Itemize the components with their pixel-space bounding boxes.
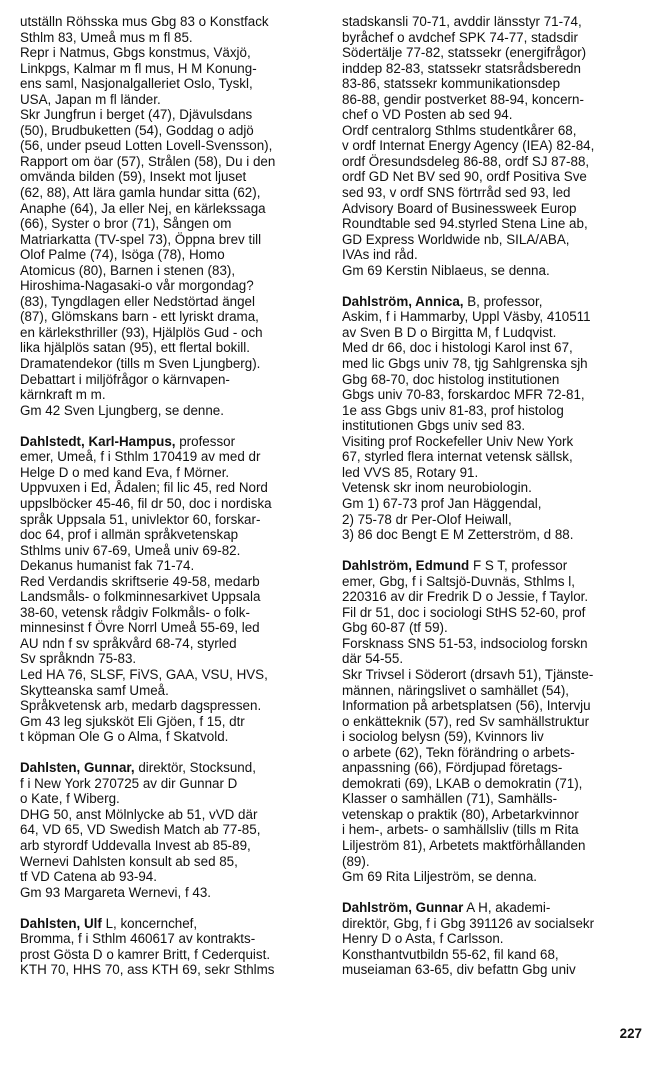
entry-line: o arbete (62), Tekn förändring o arbets-: [342, 744, 575, 760]
entry-line: [342, 900, 634, 916]
entry-line: byråchef o avdchef SPK 74-77, stadsdir: [342, 29, 578, 45]
entry-line: t köpman Ole G o Alma, f Skatvold.: [20, 729, 229, 745]
entry-line: [342, 558, 634, 574]
entry-text: B, professor,: [463, 293, 543, 309]
entry-line: språk Uppsala 51, univlektor 60, forskar-: [20, 511, 261, 527]
entry-line: tf VD Catena ab 93-94.: [20, 869, 157, 885]
dictionary-entry: [342, 294, 634, 543]
entry-line: prost Gösta D o kamrer Britt, f Cederquist.: [20, 946, 271, 962]
entry-line: led VVS 85, Rotary 91.: [342, 464, 479, 480]
entry-line: o Kate, f Wiberg.: [20, 791, 120, 807]
entry-line: ens saml, Nasjonalgalleriet Oslo, Tyskl,: [20, 76, 253, 92]
entry-line: (62, 88), Att lära gamla hundar sitta (62),: [20, 185, 261, 201]
entry-line: Landsmåls- o folkminnesarkivet Uppsala: [20, 589, 261, 605]
entry-headword: Dahlsten, Gunnar,: [20, 760, 135, 776]
entry-line: Forsknass SNS 51-53, indsociolog forskn: [342, 635, 588, 651]
entry-line: Olof Palme (74), Isöga (78), Homo: [20, 247, 225, 263]
entry-line: Rapport om öar (57), Strålen (58), Du i den: [20, 153, 276, 169]
entry-line: Med dr 66, doc i histologi Karol inst 67,: [342, 340, 573, 356]
entry-line: ordf Öresundsdeleg 86-88, ordf SJ 87-88,: [342, 153, 590, 169]
entry-line: uppslböcker 45-46, fil dr 50, doc i nordiska: [20, 495, 272, 511]
entry-line: Repr i Natmus, Gbgs konstmus, Växjö,: [20, 45, 251, 61]
entry-line: utställn Röhsska mus Gbg 83 o Konstfack: [20, 14, 269, 29]
entry-headword: Dahlstedt, Karl-Hampus,: [20, 433, 176, 449]
entry-line: med lic Gbgs univ 78, tjg Sahlgrenska sjh: [342, 356, 588, 372]
entry-line: kärnkraft m m.: [20, 387, 106, 403]
dictionary-entry: [20, 14, 312, 418]
entry-line: Konsthantvutbildn 55-62, fil kand 68,: [342, 946, 559, 962]
entry-line: Liljeström 81), Arbetets maktförhållanden: [342, 837, 586, 853]
entry-line: Atomicus (80), Barnen i stenen (83),: [20, 262, 236, 278]
entry-line: Visiting prof Rockefeller Univ New York: [342, 433, 574, 449]
entry-line: doc 64, prof i allmän språkvetenskap: [20, 527, 239, 543]
entry-line: (83), Tyngdlagen eller Nedstörtad ängel: [20, 293, 255, 309]
entry-line: Anaphe (64), Ja eller Nej, en kärlekssaga: [20, 200, 266, 216]
entry-line: 1e ass Gbgs univ 81-83, prof histolog: [342, 402, 564, 418]
entry-line: 2) 75-78 dr Per-Olof Heiwall,: [342, 511, 512, 527]
entry-line: Vetensk skr inom neurobiologin.: [342, 480, 532, 496]
entry-line: [20, 916, 312, 932]
entry-line: (89).: [342, 853, 370, 869]
entry-line: Henry D o Asta, f Carlsson.: [342, 931, 504, 947]
entry-line: institutionen Gbgs univ sed 83.: [342, 418, 526, 434]
right-column: [342, 14, 634, 993]
entry-line: Linkpgs, Kalmar m fl mus, H M Konung-: [20, 60, 257, 76]
entry-line: Red Verdandis skriftserie 49-58, medarb: [20, 573, 260, 589]
entry-line: GD Express Worldwide nb, SILA/ABA,: [342, 231, 570, 247]
entry-line: Sthlms univ 67-69, Umeå univ 69-82.: [20, 542, 241, 558]
entry-line: o enkätteknik (57), red Sv samhällstruktur: [342, 713, 590, 729]
entry-line: direktör, Gbg, f i Gbg 391126 av socialsekr: [342, 915, 595, 931]
entry-line: Sv språkndn 75-83.: [20, 651, 137, 667]
entry-line: v ordf Internat Energy Agency (IEA) 82-84,: [342, 138, 595, 154]
entry-line: 83-86, statssekr kommunikationsdep: [342, 76, 561, 92]
left-column: [20, 14, 312, 993]
entry-line: (56, under pseud Lotten Lovell-Svensson),: [20, 138, 273, 154]
entry-line: ordf GD Net BV sed 90, ordf Positiva Sve: [342, 169, 587, 185]
entry-line: Matriarkatta (TV-spel 73), Öppna brev till: [20, 231, 262, 247]
entry-line: Skytteanska samf Umeå.: [20, 682, 169, 698]
entry-line: minnesinst f Övre Norrl Umeå 55-69, led: [20, 620, 260, 636]
entry-headword: Dahlström, Annica,: [342, 293, 464, 309]
dictionary-entry: [342, 900, 634, 978]
entry-line: Bromma, f i Sthlm 460617 av kontrakts-: [20, 931, 256, 947]
entry-line: Fil dr 51, doc i sociologi StHS 52-60, prof: [342, 604, 586, 620]
entry-line: en kärleksthriller (93), Hjälplös Gud - och: [20, 324, 263, 340]
entry-line: KTH 70, HHS 70, ass KTH 69, sekr Sthlms: [20, 962, 275, 978]
page-number: 227: [619, 1026, 642, 1041]
entry-line: vetenskap o praktik (80), Arbetarkvinnor: [342, 806, 579, 822]
entry-line: Dramatendekor (tills m Sven Ljungberg).: [20, 356, 261, 372]
entry-line: DHG 50, anst Mölnlycke ab 51, vVD där: [20, 806, 258, 822]
dictionary-entry: [342, 14, 634, 278]
entry-line: [20, 760, 312, 776]
entry-line: Ordf centralorg Sthlms studentkårer 68,: [342, 122, 577, 138]
entry-line: Språkvetensk arb, medarb dagspressen.: [20, 698, 262, 714]
entry-line: i hem-, arbets- o samhällsliv (tills m Rita: [342, 822, 579, 838]
entry-text: F S T, professor: [469, 558, 568, 574]
entry-line: (87), Glömskans barn - ett lyriskt drama,: [20, 309, 259, 325]
dictionary-entry: [20, 760, 312, 900]
entry-line: Sthlm 83, Umeå mus m fl 85.: [20, 29, 193, 45]
entry-line: Gbg 68-70, doc histolog institutionen: [342, 371, 560, 387]
entry-line: Led HA 76, SLSF, FiVS, GAA, VSU, HVS,: [20, 666, 268, 682]
entry-line: IVAs ind råd.: [342, 247, 418, 263]
entry-text: L, koncernchef,: [101, 915, 198, 931]
entry-text: direktör, Stocksund,: [134, 760, 256, 776]
entry-line: 86-88, gendir postverket 88-94, koncern-: [342, 91, 584, 107]
entry-line: stadskansli 70-71, avddir länsstyr 71-74,: [342, 14, 582, 29]
entry-line: emer, Gbg, f i Saltsjö-Duvnäs, Sthlms l,: [342, 573, 575, 589]
entry-headword: Dahlström, Gunnar: [342, 900, 464, 916]
entry-line: Skr Trivsel i Söderort (drsavh 51), Tjänste-: [342, 666, 594, 682]
entry-line: Dekanus humanist fak 71-74.: [20, 558, 195, 574]
entry-line: Gm 43 leg sjuksköt Eli Gjöen, f 15, dtr: [20, 713, 245, 729]
entry-line: emer, Umeå, f i Sthlm 170419 av med dr: [20, 449, 261, 465]
entry-line: f i New York 270725 av dir Gunnar D: [20, 775, 238, 791]
dictionary-entry: [20, 916, 312, 978]
entry-line: Gm 42 Sven Ljungberg, se denne.: [20, 402, 224, 418]
entry-line: Advisory Board of Businessweek Europ: [342, 200, 577, 216]
entry-line: 3) 86 doc Bengt E M Zetterström, d 88.: [342, 527, 574, 543]
entry-line: Hiroshima-Nagasaki-o vår morgondag?: [20, 278, 254, 294]
dictionary-entry: [20, 434, 312, 745]
entry-line: Skr Jungfrun i berget (47), Djävulsdans: [20, 107, 253, 123]
entry-line: Gm 1) 67-73 prof Jan Häggendal,: [342, 495, 542, 511]
entry-line: Gbg 60-87 (tf 59).: [342, 620, 448, 636]
entry-line: 67, styrled flera internat vetensk sällsk,: [342, 449, 573, 465]
entry-line: Askim, f i Hammarby, Uppl Väsby, 410511: [342, 309, 591, 325]
entry-line: Gm 69 Rita Liljeström, se denna.: [342, 869, 537, 885]
entry-line: 220316 av dir Fredrik D o Jessie, f Taylor.: [342, 589, 589, 605]
entry-line: (50), Brudbuketten (54), Goddag o adjö: [20, 122, 254, 138]
entry-headword: Dahlström, Edmund: [342, 558, 470, 574]
entry-line: [20, 434, 312, 450]
entry-text: A H, akademi-: [463, 900, 551, 916]
entry-line: Information på arbetsplatsen (56), Intervju: [342, 698, 591, 714]
entry-line: [342, 294, 634, 310]
entry-line: Helge D o med kand Eva, f Mörner.: [20, 464, 230, 480]
entry-line: museiaman 63-65, div befattn Gbg univ: [342, 962, 576, 978]
entry-line: Gm 93 Margareta Wernevi, f 43.: [20, 884, 212, 900]
entry-line: Gm 69 Kerstin Niblaeus, se denna.: [342, 262, 550, 278]
entry-line: AU ndn f sv språkvård 68-74, styrled: [20, 635, 237, 651]
entry-line: (66), Syster o bror (71), Sången om: [20, 216, 232, 232]
entry-line: chef o VD Posten ab sed 94.: [342, 107, 513, 123]
entry-line: av Sven B D o Birgitta M, f Ludqvist.: [342, 324, 557, 340]
entry-line: Debattart i miljöfrågor o kärnvapen-: [20, 371, 230, 387]
entry-line: lika hjälplös satan (95), ett flertal bokill.: [20, 340, 250, 356]
dictionary-entry: [342, 558, 634, 884]
entry-line: Gbgs univ 70-83, forskardoc MFR 72-81,: [342, 387, 585, 403]
entry-line: Klasser o samhällen (71), Samhälls-: [342, 791, 558, 807]
entry-line: Uppvuxen i Ed, Ådalen; fil lic 45, red Nord: [20, 480, 268, 496]
entry-line: där 54-55.: [342, 651, 404, 667]
entry-line: USA, Japan m fl länder.: [20, 91, 161, 107]
entry-line: sed 93, v ordf SNS förtrråd sed 93, led: [342, 185, 571, 201]
entry-headword: Dahlsten, Ulf: [20, 915, 102, 931]
entry-line: männen, näringslivet o samhället (54),: [342, 682, 570, 698]
entry-line: arb styrordf Uddevalla Invest ab 85-89,: [20, 837, 251, 853]
entry-line: 64, VD 65, VD Swedish Match ab 77-85,: [20, 822, 261, 838]
entry-line: Södertälje 77-82, statssekr (energifrågor): [342, 45, 587, 61]
entry-line: inddep 82-83, statssekr statsrådsberedn: [342, 60, 581, 76]
entry-line: 38-60, vetensk rådgiv Folkmåls- o folk-: [20, 604, 250, 620]
entry-line: Wernevi Dahlsten konsult ab sed 85,: [20, 853, 238, 869]
entry-line: Roundtable sed 94.styrled Stena Line ab,: [342, 216, 588, 232]
entry-line: i sociolog belysn (59), Kvinnors liv: [342, 729, 544, 745]
entry-line: omvända bilden (59), Insekt mot ljuset: [20, 169, 247, 185]
entry-text: professor: [175, 433, 236, 449]
entry-line: anpassning (66), Fördjupad företags-: [342, 760, 563, 776]
entry-line: demokrati (69), LKAB o demokratin (71),: [342, 775, 583, 791]
